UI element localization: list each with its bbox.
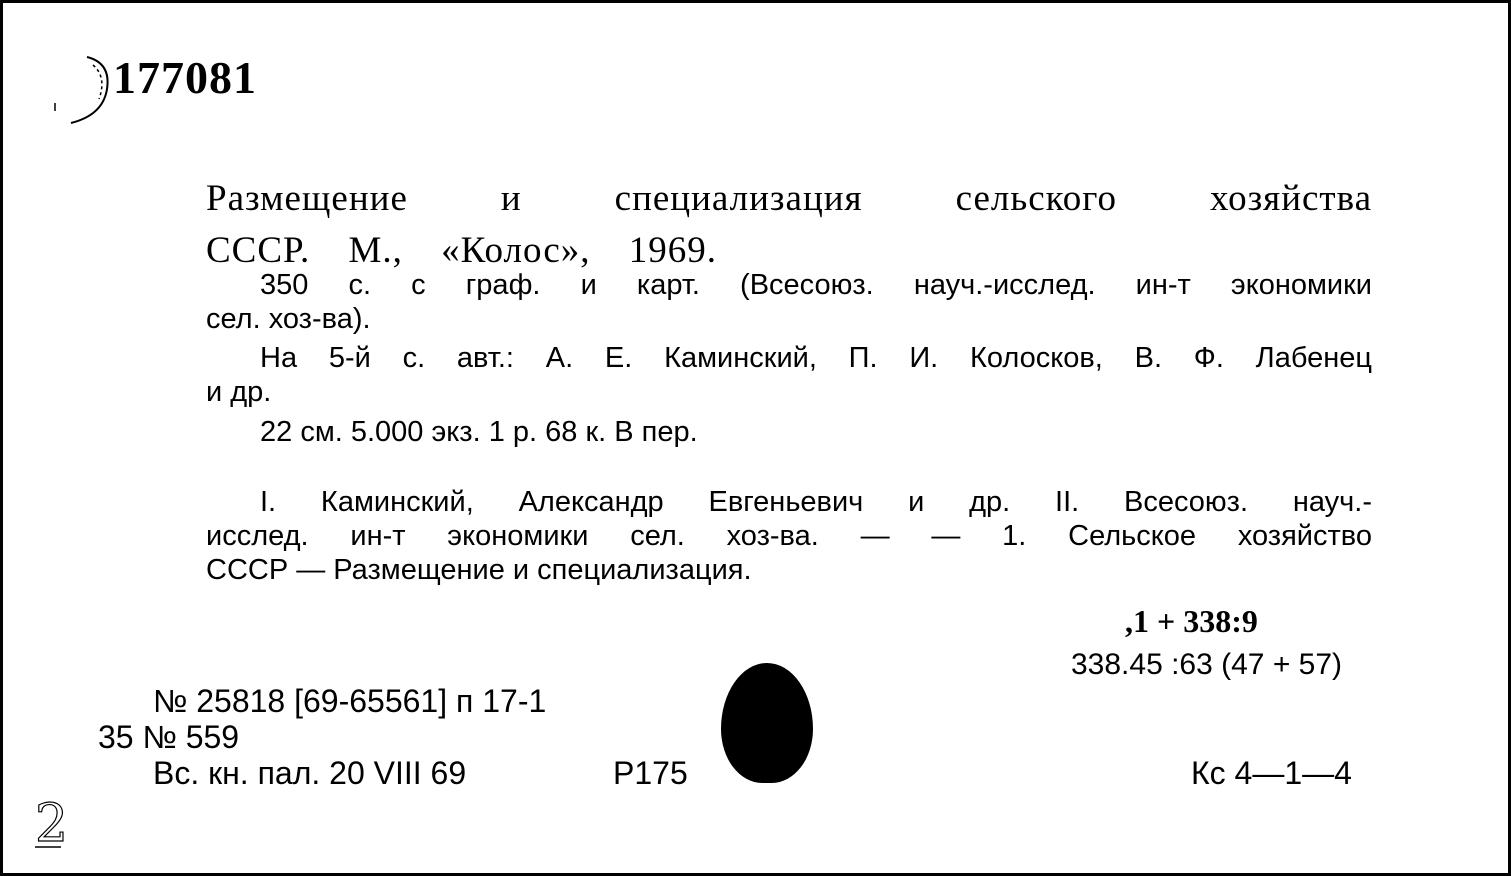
pagination-line-1: 350 с. с граф. и карт. (Всесоюз. науч.-исслед. ин-т экономики (260, 269, 1372, 301)
tracing-line-2: исслед. ин-т экономики сел. хоз-ва. — — 1. Сельское хозяйство (206, 520, 1372, 552)
title-line-1: Размещение и специализация сельского хозяйства (206, 178, 1372, 219)
authors-line-1: На 5-й с. авт.: А. Е. Каминский, П. И. Колосков, В. Ф. Лабенец (260, 342, 1372, 374)
size-price-note (206, 415, 1372, 449)
tracings (206, 485, 1372, 587)
authors-note (206, 341, 1372, 409)
title-line-2: СССР. М., «Колос», 1969. (206, 230, 718, 271)
book-title (206, 173, 1372, 277)
handwritten-corner-mark (31, 783, 71, 853)
inventory-number: 177081 (113, 52, 257, 103)
tracing-line-3: СССР — Размещение и специализация. (206, 554, 752, 586)
tracing-line-1: I. Каминский, Александр Евгеньевич и др. II. Всесоюз. науч.- (260, 486, 1372, 518)
ink-blot (721, 663, 813, 783)
handwritten-bracket-mark (49, 49, 119, 129)
order-number: № 25818 [69-65561] п 17-1 (153, 683, 547, 719)
size-price-line: 22 см. 5.000 экз. 1 р. 68 к. В пер. (260, 416, 698, 448)
pagination-line-2: сел. хоз-ва). (206, 303, 371, 335)
handwritten-classification: ,1 + 338:9 (1125, 603, 1258, 639)
card-code: Кс 4—1—4 (1191, 755, 1352, 791)
p-code: Р175 (613, 755, 688, 791)
book-chamber-line: Вс. кн. пал. 20 VIII 69 (153, 755, 467, 791)
authors-line-2: и др. (206, 376, 272, 408)
copy-number: 35 № 559 (98, 719, 240, 755)
classification-index: 338.45 :63 (47 + 57) (1071, 648, 1343, 681)
corner-digit: 2 (35, 794, 69, 853)
pagination-note (206, 268, 1372, 336)
